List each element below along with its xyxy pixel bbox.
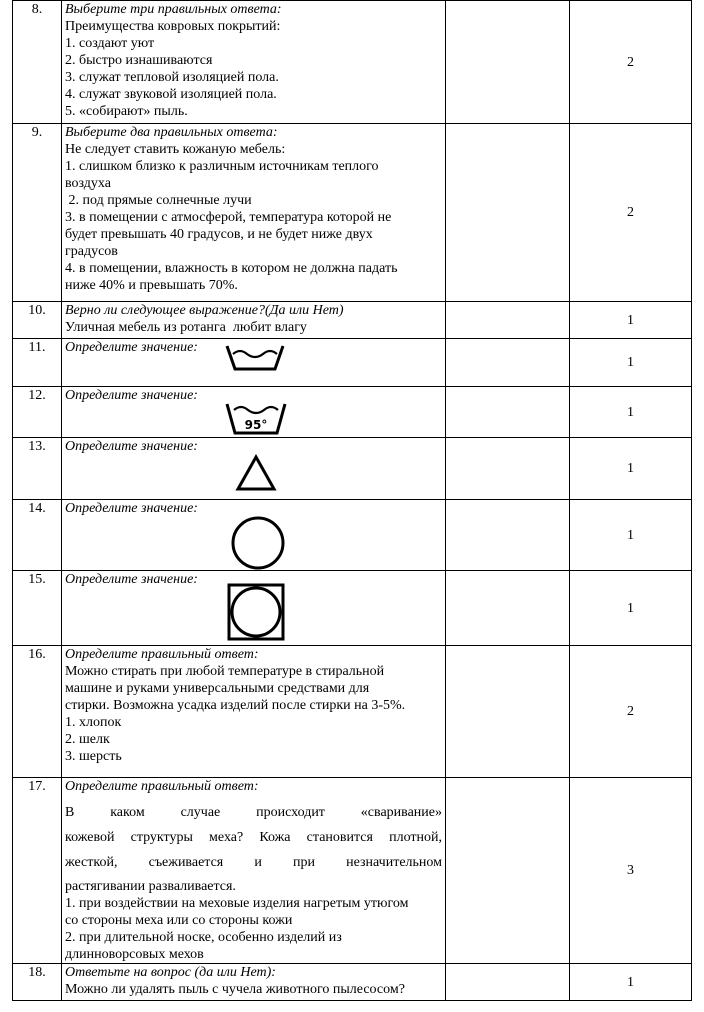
question-cell bbox=[62, 339, 446, 387]
question-number: 17. bbox=[13, 778, 62, 964]
question-number: 9. bbox=[13, 124, 62, 302]
question-cell bbox=[62, 778, 446, 964]
question-instruction: Определите значение: bbox=[65, 572, 198, 587]
points-cell: 1 bbox=[570, 500, 692, 571]
question-line: градусов bbox=[65, 244, 118, 259]
question-line: будет превышать 40 градусов, и не будет ниже двух bbox=[65, 227, 373, 242]
points-cell: 1 bbox=[570, 571, 692, 646]
question-number: 12. bbox=[13, 387, 62, 438]
table-row bbox=[13, 302, 692, 339]
question-line: 3. шерсть bbox=[65, 749, 122, 764]
washtub-icon bbox=[225, 342, 285, 372]
question-line: 5. «собирают» пыль. bbox=[65, 104, 188, 119]
question-instruction: Определите правильный ответ: bbox=[65, 779, 259, 794]
points-cell: 3 bbox=[570, 778, 692, 964]
question-line: 2. шелк bbox=[65, 732, 110, 747]
question-line: стирки. Возможна усадка изделий после стирки на 3-5%. bbox=[65, 698, 406, 713]
question-line: Уличная мебель из ротанга любит влагу bbox=[65, 320, 307, 335]
question-cell bbox=[62, 302, 446, 339]
question-number: 10. bbox=[13, 302, 62, 339]
answer-cell[interactable] bbox=[446, 387, 570, 438]
question-line: 1. хлопок bbox=[65, 715, 122, 730]
question-line: 4. в помещении, влажность в котором не должна падать bbox=[65, 261, 398, 276]
question-line: В каком случае происходит «сваривание» bbox=[65, 805, 442, 820]
question-instruction: Выберите два правильных ответа: bbox=[65, 125, 278, 140]
answer-cell[interactable] bbox=[446, 964, 570, 1001]
square-circle-icon bbox=[227, 583, 285, 641]
question-line: со стороны меха или со стороны кожи bbox=[65, 913, 293, 928]
washtub-95-icon bbox=[225, 402, 287, 436]
question-number: 18. bbox=[13, 964, 62, 1001]
question-line: Преимущества ковровых покрытий: bbox=[65, 19, 281, 34]
table-row bbox=[13, 646, 692, 778]
question-instruction: Определите значение: bbox=[65, 501, 198, 516]
question-cell bbox=[62, 387, 446, 438]
question-instruction: Ответьте на вопрос (да или Нет): bbox=[65, 965, 276, 980]
question-cell bbox=[62, 646, 446, 778]
table-row bbox=[13, 124, 692, 302]
points-cell: 2 bbox=[570, 1, 692, 124]
answer-cell[interactable] bbox=[446, 1, 570, 124]
table-row bbox=[13, 964, 692, 1001]
answer-cell[interactable] bbox=[446, 500, 570, 571]
question-cell bbox=[62, 1, 446, 124]
question-line: растягивании разваливается. bbox=[65, 879, 236, 894]
circle-icon bbox=[230, 515, 286, 571]
points-cell: 2 bbox=[570, 124, 692, 302]
question-cell bbox=[62, 438, 446, 500]
question-number: 16. bbox=[13, 646, 62, 778]
table-row bbox=[13, 1, 692, 124]
points-cell: 1 bbox=[570, 387, 692, 438]
points-cell: 1 bbox=[570, 964, 692, 1001]
question-instruction: Определите значение: bbox=[65, 388, 198, 403]
question-instruction: Определите значение: bbox=[65, 340, 198, 355]
question-line: длинноворсовых мехов bbox=[65, 947, 204, 962]
question-instruction: Верно ли следующее выражение?(Да или Нет) bbox=[65, 303, 344, 318]
question-line: 1. при воздействии на меховые изделия нагретым утюгом bbox=[65, 896, 409, 911]
triangle-icon bbox=[235, 454, 277, 492]
question-line: воздуха bbox=[65, 176, 111, 191]
table-row bbox=[13, 500, 692, 571]
question-number: 13. bbox=[13, 438, 62, 500]
question-instruction: Определите значение: bbox=[65, 439, 198, 454]
question-line: машине и руками универсальными средствами для bbox=[65, 681, 370, 696]
question-line: 2. быстро изнашиваются bbox=[65, 53, 213, 68]
question-line: Можно ли удалять пыль с чучела животного пылесосом? bbox=[65, 982, 405, 997]
points-cell: 1 bbox=[570, 438, 692, 500]
answer-cell[interactable] bbox=[446, 124, 570, 302]
question-line: жесткой, съеживается и при незначительном bbox=[65, 855, 442, 870]
question-number: 8. bbox=[13, 1, 62, 124]
question-cell bbox=[62, 964, 446, 1001]
question-cell bbox=[62, 571, 446, 646]
question-line: 2. под прямые солнечные лучи bbox=[65, 193, 252, 208]
question-instruction: Выберите три правильных ответа: bbox=[65, 2, 282, 17]
table-row bbox=[13, 438, 692, 500]
question-line: Можно стирать при любой температуре в стиральной bbox=[65, 664, 385, 679]
quiz-table bbox=[12, 0, 692, 1001]
answer-cell[interactable] bbox=[446, 778, 570, 964]
table-row bbox=[13, 571, 692, 646]
question-line: 1. слишком близко к различным источникам теплого bbox=[65, 159, 379, 174]
question-line: Не следует ставить кожаную мебель: bbox=[65, 142, 286, 157]
question-line: 3. в помещении с атмосферой, температура которой не bbox=[65, 210, 392, 225]
question-line: кожевой структуры меха? Кожа становится плотной, bbox=[65, 830, 442, 845]
points-cell: 1 bbox=[570, 339, 692, 387]
question-line: 1. создают уют bbox=[65, 36, 155, 51]
answer-cell[interactable] bbox=[446, 571, 570, 646]
question-line: 4. служат звуковой изоляцией пола. bbox=[65, 87, 277, 102]
question-instruction: Определите правильный ответ: bbox=[65, 647, 259, 662]
question-number: 14. bbox=[13, 500, 62, 571]
table-row bbox=[13, 778, 692, 964]
question-line: 2. при длительной носке, особенно изделий из bbox=[65, 930, 342, 945]
question-cell bbox=[62, 500, 446, 571]
points-cell: 2 bbox=[570, 646, 692, 778]
question-line: ниже 40% и превышать 70%. bbox=[65, 278, 238, 293]
answer-cell[interactable] bbox=[446, 302, 570, 339]
answer-cell[interactable] bbox=[446, 438, 570, 500]
table-row bbox=[13, 339, 692, 387]
points-cell: 1 bbox=[570, 302, 692, 339]
question-number: 11. bbox=[13, 339, 62, 387]
wash-temperature-label: 95° bbox=[244, 418, 268, 432]
answer-cell[interactable] bbox=[446, 339, 570, 387]
answer-cell[interactable] bbox=[446, 646, 570, 778]
question-line: 3. служат тепловой изоляцией пола. bbox=[65, 70, 279, 85]
question-number: 15. bbox=[13, 571, 62, 646]
table-row bbox=[13, 387, 692, 438]
question-cell bbox=[62, 124, 446, 302]
